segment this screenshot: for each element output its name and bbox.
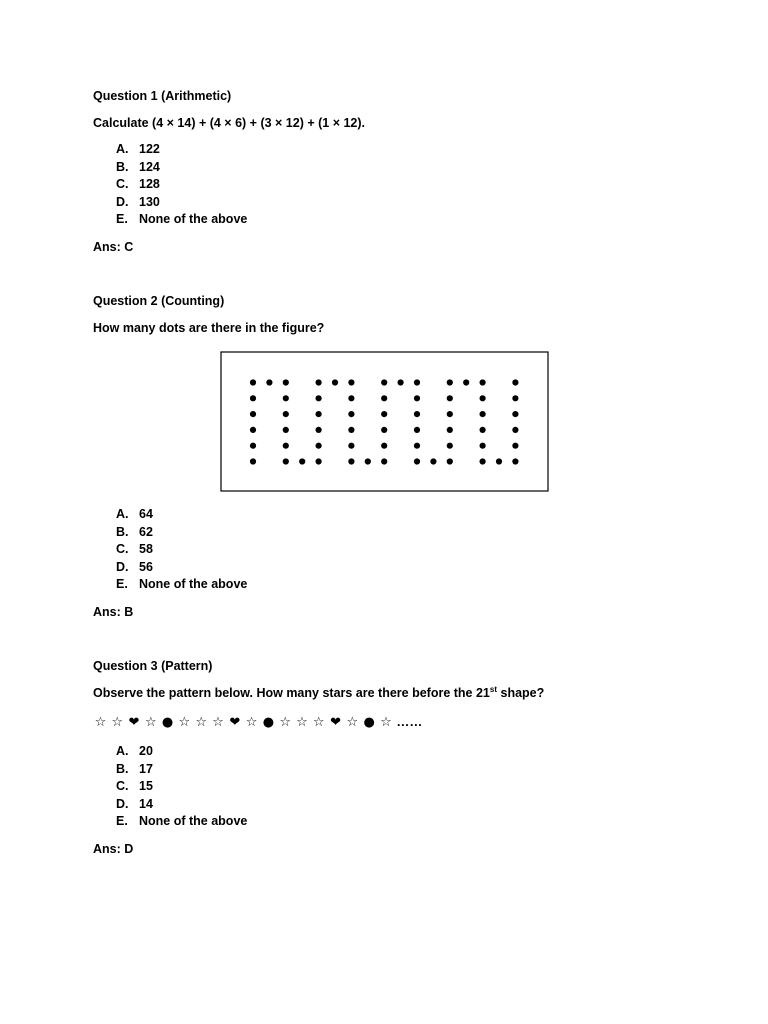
dot	[283, 411, 289, 417]
dot	[316, 427, 322, 433]
dot	[381, 379, 387, 385]
option-letter: D.	[116, 194, 129, 209]
dot	[414, 458, 420, 464]
option-text: 14	[139, 796, 153, 811]
dot	[512, 458, 518, 464]
dot	[250, 395, 256, 401]
option-e	[116, 813, 247, 831]
option-text: None of the above	[139, 577, 248, 592]
dot	[250, 411, 256, 417]
question-2-options	[116, 506, 247, 594]
dot	[283, 395, 289, 401]
heart-icon: ❤	[128, 715, 140, 730]
option-letter: B.	[116, 159, 129, 174]
dot	[381, 458, 387, 464]
dot	[316, 379, 322, 385]
dot	[348, 379, 354, 385]
circle-icon: ●	[363, 715, 375, 730]
prompt-text: Observe the pattern below. How many stars are there before the 21	[93, 686, 490, 700]
dot	[512, 443, 518, 449]
pattern-symbols	[92, 715, 394, 730]
option-text: 15	[139, 779, 153, 794]
dot	[463, 379, 469, 385]
star-icon: ☆	[380, 715, 392, 730]
dot	[316, 395, 322, 401]
option-letter: B.	[116, 524, 129, 539]
dot	[512, 379, 518, 385]
option-text: 128	[139, 177, 160, 192]
option-b	[116, 524, 247, 542]
option-text: 130	[139, 194, 160, 209]
dot	[447, 458, 453, 464]
dot	[480, 427, 486, 433]
option-a	[116, 141, 247, 159]
option-letter: E.	[116, 814, 128, 829]
dot	[266, 379, 272, 385]
dot	[480, 379, 486, 385]
star-icon: ☆	[178, 715, 191, 730]
pattern-ellipsis: ……	[396, 714, 423, 729]
option-d	[116, 559, 247, 577]
star-icon: ☆	[279, 715, 291, 730]
dot	[447, 443, 453, 449]
dot	[250, 458, 256, 464]
dot	[414, 411, 420, 417]
dot	[414, 427, 420, 433]
dot	[414, 379, 420, 385]
dot	[348, 395, 354, 401]
option-letter: E.	[116, 212, 128, 227]
option-text: 17	[139, 761, 153, 776]
star-icon: ☆	[312, 715, 325, 730]
dot	[496, 458, 502, 464]
dot	[381, 443, 387, 449]
dot	[250, 427, 256, 433]
option-text: 122	[139, 142, 160, 156]
option-c	[116, 778, 247, 796]
dot	[316, 411, 322, 417]
question-3-options	[116, 743, 247, 831]
question-1-answer: Ans: C	[93, 240, 134, 254]
option-c	[116, 176, 247, 194]
star-icon: ☆	[346, 715, 359, 730]
dot	[480, 411, 486, 417]
option-letter: A.	[116, 744, 129, 758]
dot	[365, 458, 371, 464]
option-letter: D.	[116, 796, 129, 811]
option-text: 58	[139, 542, 153, 557]
shape-pattern	[92, 714, 422, 730]
dot	[447, 395, 453, 401]
dot	[480, 443, 486, 449]
dot	[332, 379, 338, 385]
option-c	[116, 541, 247, 559]
circle-icon: ●	[262, 715, 275, 730]
dot	[512, 427, 518, 433]
star-icon: ☆	[296, 715, 308, 730]
option-letter: C.	[116, 542, 129, 557]
dot-figure	[220, 351, 550, 494]
star-icon: ☆	[94, 715, 107, 730]
dot	[250, 379, 256, 385]
option-letter: C.	[116, 779, 129, 794]
dot	[398, 379, 404, 385]
dot	[348, 443, 354, 449]
option-letter: A.	[116, 142, 129, 156]
dot	[430, 458, 436, 464]
dot	[414, 443, 420, 449]
option-text: None of the above	[139, 814, 248, 829]
dot	[447, 427, 453, 433]
dot	[381, 411, 387, 417]
question-3-title: Question 3 (Pattern)	[93, 659, 213, 673]
dot	[283, 458, 289, 464]
question-1-options	[116, 141, 247, 229]
dot	[447, 411, 453, 417]
dot	[316, 443, 322, 449]
dot-figure-border	[221, 352, 548, 491]
dot	[480, 458, 486, 464]
question-2-title: Question 2 (Counting)	[93, 294, 225, 308]
dot	[283, 427, 289, 433]
option-letter: D.	[116, 559, 129, 574]
dot	[447, 379, 453, 385]
star-icon: ☆	[212, 715, 224, 730]
option-a	[116, 506, 247, 524]
star-icon: ☆	[245, 715, 258, 730]
option-e	[116, 211, 247, 229]
dot	[381, 395, 387, 401]
option-text: 56	[139, 559, 153, 574]
question-3-answer: Ans: D	[93, 842, 134, 856]
dot	[512, 411, 518, 417]
question-2-answer: Ans: B	[93, 605, 134, 619]
heart-icon: ❤	[229, 715, 241, 730]
dot	[250, 443, 256, 449]
question-2-prompt: How many dots are there in the figure?	[93, 321, 325, 335]
star-icon: ☆	[144, 715, 157, 730]
option-letter: C.	[116, 177, 129, 192]
option-a	[116, 743, 247, 761]
question-3-prompt	[93, 686, 544, 700]
option-text: 64	[139, 507, 153, 521]
circle-icon: ●	[161, 715, 174, 730]
star-icon: ☆	[195, 715, 207, 730]
dot	[283, 379, 289, 385]
dot	[299, 458, 305, 464]
option-text: None of the above	[139, 212, 248, 227]
question-1-title: Question 1 (Arithmetic)	[93, 89, 232, 103]
prompt-text-end: shape?	[497, 686, 545, 700]
dot	[512, 395, 518, 401]
dot	[283, 443, 289, 449]
option-letter: E.	[116, 577, 128, 592]
dot	[381, 427, 387, 433]
option-b	[116, 159, 247, 177]
dot	[348, 458, 354, 464]
option-text: 62	[139, 524, 153, 539]
option-d	[116, 796, 247, 814]
dot	[480, 395, 486, 401]
dot	[348, 411, 354, 417]
dot	[348, 427, 354, 433]
option-d	[116, 194, 247, 212]
option-text: 20	[139, 744, 153, 758]
heart-icon: ❤	[330, 715, 341, 730]
dot	[414, 395, 420, 401]
prompt-superscript: st	[489, 685, 498, 694]
option-letter: A.	[116, 507, 129, 521]
option-text: 124	[139, 159, 160, 174]
option-letter: B.	[116, 761, 129, 776]
option-e	[116, 576, 247, 594]
question-1-prompt: Calculate (4 × 14) + (4 × 6) + (3 × 12) + (1 × 12).	[93, 116, 366, 130]
option-b	[116, 761, 247, 779]
dot	[316, 458, 322, 464]
star-icon: ☆	[111, 715, 124, 730]
